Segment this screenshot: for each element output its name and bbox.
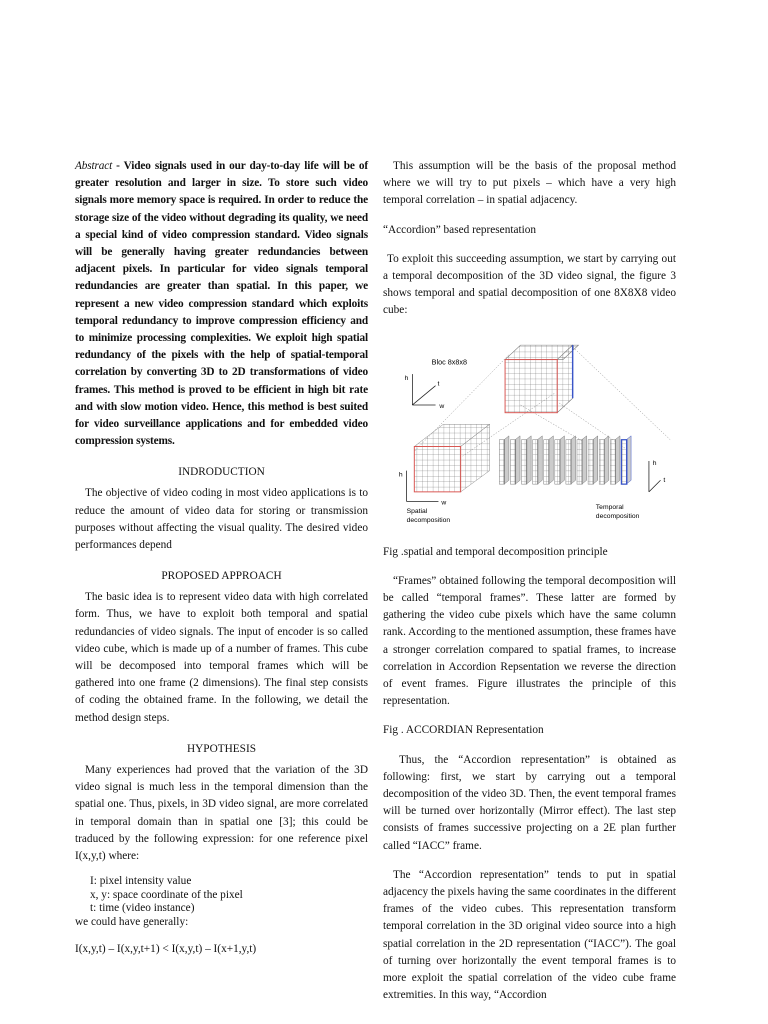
axis-h-label: h [404,374,409,382]
temporal-slice [510,439,515,483]
approach-paragraph: The basic idea is to represent video data with high correlated form. Thus, we have to exploit both temporal and spatial redundancies of video signals. The input of encoder is so called video cube, which is made up of a number of frames. This cube will be decomposed into temporal frames which will be gathered into one frame (2 dimensions). The final step consists of coding the obtained frame. In the following, we detail the method design steps. [75,591,368,724]
right-column [383,158,676,1005]
main-cube [505,345,578,413]
formula: I(x,y,t) – I(x,y,t+1) < I(x,y,t) – I(x+1,y,t) [75,943,257,956]
temporal-slice [533,439,538,483]
variable-list [75,875,368,929]
temporal-slice [588,439,593,483]
temporal-slice [544,439,549,483]
intro-paragraph: The objective of video coding in most video applications is to reduce the amount of video data for storing or transmission purposes without affecting the visual quality. The desired video performances depend [75,487,368,552]
list-item: I: pixel intensity value [90,875,192,888]
temporal-slice [555,439,560,483]
list-after-text: we could have generally: [75,915,189,928]
axis-w-label: w [439,402,445,410]
paragraph-accordion-2: The “Accordion representation” tends to put in spatial adjacency the pixels having the same coordinates in the different frames of the video cubes. This representation transform temporal correlation in the 3D original video source into a high spatial correlation in the 2D representation (“IACC”). The goal of turning over horizontally the event temporal frames is to more exploit the spatial correlation of the video cube frame extremities. In this way, “Accordion [383,868,676,1002]
abstract [75,158,368,450]
spatial-label: decomposition [406,516,451,524]
decomposition-figure [395,332,675,532]
axes-icon [412,374,435,405]
section-heading-introduction: INDRODUCTION [178,466,265,479]
temporal-label: decomposition [595,512,640,520]
section-heading-hypothesis: HYPOTHESIS [186,742,257,755]
hypothesis-paragraph: Many experiences had proved that the variation of the 3D video signal is much less in the temporal dimension than the spatial one. Thus, pixels, in 3D video signal, are more correlated in temporal domain than in spatial one [3]; this could be traduced by the following expression: for one reference pixel I(x,y,t) where: [75,763,368,862]
list-item: x, y: space coordinate of the pixel [90,888,243,901]
abstract-label: Abstract [75,160,113,172]
list-item: t: time (video instance) [90,902,195,915]
temporal-slice [599,439,604,483]
axis-h-label: h [398,471,403,479]
subheading-accordion: “Accordion” based representation [383,223,537,236]
temporal-slice [566,439,571,483]
axis-w-label: w [441,499,447,507]
figure-caption-2: Fig . ACCORDIAN Representation [383,724,544,737]
section-heading-approach: PROPOSED APPROACH [161,570,282,583]
left-column [75,158,368,959]
axis-t-label: t [437,380,440,388]
temporal-slice [610,439,615,483]
temporal-slice [577,439,582,483]
spatial-label: Spatial [406,507,428,515]
temporal-slices [499,435,631,483]
figure-caption-1: Fig .spatial and temporal decomposition principle [383,545,608,558]
paragraph-frames: “Frames” obtained following the temporal decomposition will be called “temporal frames”. These latter are formed by gathering the video cube pixels which have the same column rank. According to the mentioned assumption, these frames have a stronger correlation compared to spatial frames, to increase correlation in Accordion Repsentation we reverse the direction of event frames. Figure illustrates the principle of this representation. [383,574,676,708]
temporal-slice [521,439,526,483]
paragraph-accordion: Thus, the “Accordion representation” is obtained as following: first, we start by carrying out a temporal decomposition of the video 3D. Then, the event temporal frames will be turned over horizontally (Mirror effect). The last step consists of frames successive projecting on a 2E plan further called “IACC” frame. [383,753,676,852]
temporal-slice [621,439,626,483]
paragraph-exploit: To exploit this succeeding assumption, we start by carrying out a temporal decomposition of the 3D video signal, the figure 3 shows temporal and spatial decomposition of one 8X8X8 video cube: [383,252,676,317]
temporal-label: Temporal [595,503,624,511]
bloc-label: Bloc 8x8x8 [431,357,468,367]
abstract-text: - Video signals used in our day-to-day life will be of greater resolution and larger in size. To store such video signals more memory space is required. In order to reduce the storage size of the video without degrading its quality, we need a special kind of video compression standard. Video signals will be generally having greater redundancies between adjacent pixels. In particular for video signals temporal redundancies are greater than spatial. In this paper, we represent a new video compression standard which exploits temporal redundancy to improve compression efficiency and to minimize processing complexities. We exploit high spatial redundancy of the pixels with the help of spatial-temporal correlation by converting 3D to 2D transformations of video frames. This method is proved to be efficient in high bit rate and with slow motion video. Hence, this method is best suited for video surveillance applications and for embedded video compression systems. [75,160,368,448]
temporal-slice [499,439,504,483]
axis-t-label: t [663,476,666,484]
axis-h-label: h [652,459,657,467]
paragraph-assumption: This assumption will be the basis of the proposal method where we will try to put pixels – which have a very high temporal correlation – in spatial adjacency. [383,160,676,207]
spatial-stack [414,424,489,492]
